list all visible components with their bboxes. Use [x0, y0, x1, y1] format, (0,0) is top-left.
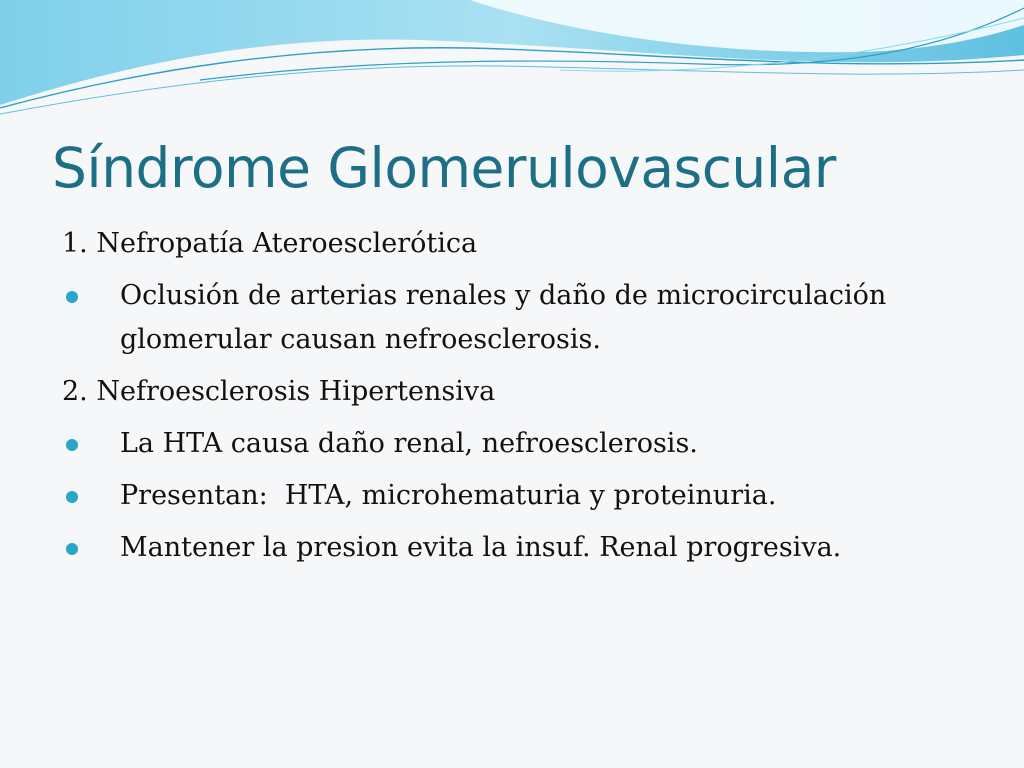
bullet-item — [62, 474, 982, 518]
bullet-text: Mantener la presion evita la insuf. Renal progresiva. — [120, 532, 842, 563]
section-heading-1: 1. Nefropatía Ateroesclerótica — [62, 228, 478, 259]
bullet-dot-icon — [66, 543, 78, 555]
bullet-text: Oclusión de arterias renales y daño de microcirculación glomerular causan nefroesclerosis. — [120, 280, 887, 355]
bullet-dot-icon — [66, 439, 78, 451]
bullet-dot-icon — [66, 491, 78, 503]
bullet-item — [62, 422, 982, 466]
bullet-item — [62, 526, 982, 570]
slide-title: Síndrome Glomerulovascular — [52, 136, 836, 200]
bullet-dot-icon — [66, 291, 78, 303]
section-heading-2: 2. Nefroesclerosis Hipertensiva — [62, 376, 496, 407]
bullet-text: Presentan: HTA, microhematuria y proteinuria. — [120, 480, 777, 511]
header-wave-decoration — [0, 0, 1024, 125]
slide-body — [62, 222, 982, 578]
bullet-item — [62, 274, 982, 362]
bullet-text: La HTA causa daño renal, nefroesclerosis. — [120, 428, 698, 459]
